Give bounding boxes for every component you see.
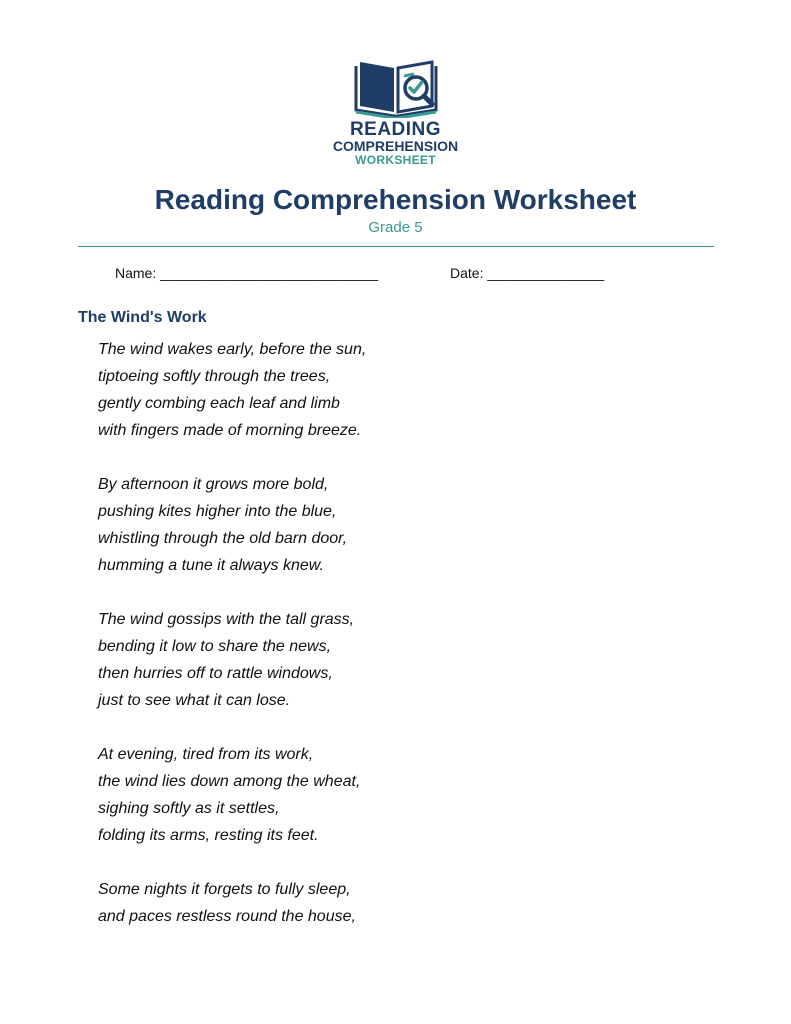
grade-label: Grade 5 xyxy=(368,219,423,236)
poem-line: pushing kites higher into the blue, xyxy=(98,503,337,520)
poem-line: The wind gossips with the tall grass, xyxy=(98,611,355,628)
stanza xyxy=(98,745,366,853)
poem-line: whistling through the old barn door, xyxy=(98,530,348,547)
poem-line: gently combing each leaf and limb xyxy=(98,395,340,412)
poem-line: At evening, tired from its work, xyxy=(98,746,314,763)
date-field: Date: _______________ xyxy=(450,265,605,281)
stanza xyxy=(98,610,366,718)
worksheet-logo xyxy=(318,54,473,176)
poem-line: The wind wakes early, before the sun, xyxy=(98,341,367,358)
logo-text-worksheet: WORKSHEET xyxy=(355,153,436,167)
logo-text-reading: READING xyxy=(349,119,442,140)
poem-line: and paces restless round the house, xyxy=(98,908,356,925)
poem-line: By afternoon it grows more bold, xyxy=(98,476,329,493)
poem-line: humming a tune it always knew. xyxy=(98,557,324,574)
passage-title: The Wind's Work xyxy=(78,309,207,326)
poem-line: bending it low to share the news, xyxy=(98,638,332,655)
poem-line: sighing softly as it settles, xyxy=(98,800,280,817)
stanza xyxy=(98,475,366,583)
name-field: Name: ____________________________ xyxy=(115,265,379,281)
poem-line: then hurries off to rattle windows, xyxy=(98,665,333,682)
poem-line: folding its arms, resting its feet. xyxy=(98,827,319,844)
stanza xyxy=(98,340,366,448)
poem-line: Some nights it forgets to fully sleep, xyxy=(98,881,351,898)
book-magnifier-icon xyxy=(354,54,438,118)
poem-line: just to see what it can lose. xyxy=(98,692,291,709)
poem-line: with fingers made of morning breeze. xyxy=(98,422,362,439)
header-divider xyxy=(78,246,714,247)
page-title: Reading Comprehension Worksheet xyxy=(154,184,637,215)
logo-text-comprehension: COMPREHENSION xyxy=(332,138,459,154)
poem-line: tiptoeing softly through the trees, xyxy=(98,368,331,385)
poem-body xyxy=(98,340,366,961)
stanza xyxy=(98,880,366,934)
poem-line: the wind lies down among the wheat, xyxy=(98,773,361,790)
